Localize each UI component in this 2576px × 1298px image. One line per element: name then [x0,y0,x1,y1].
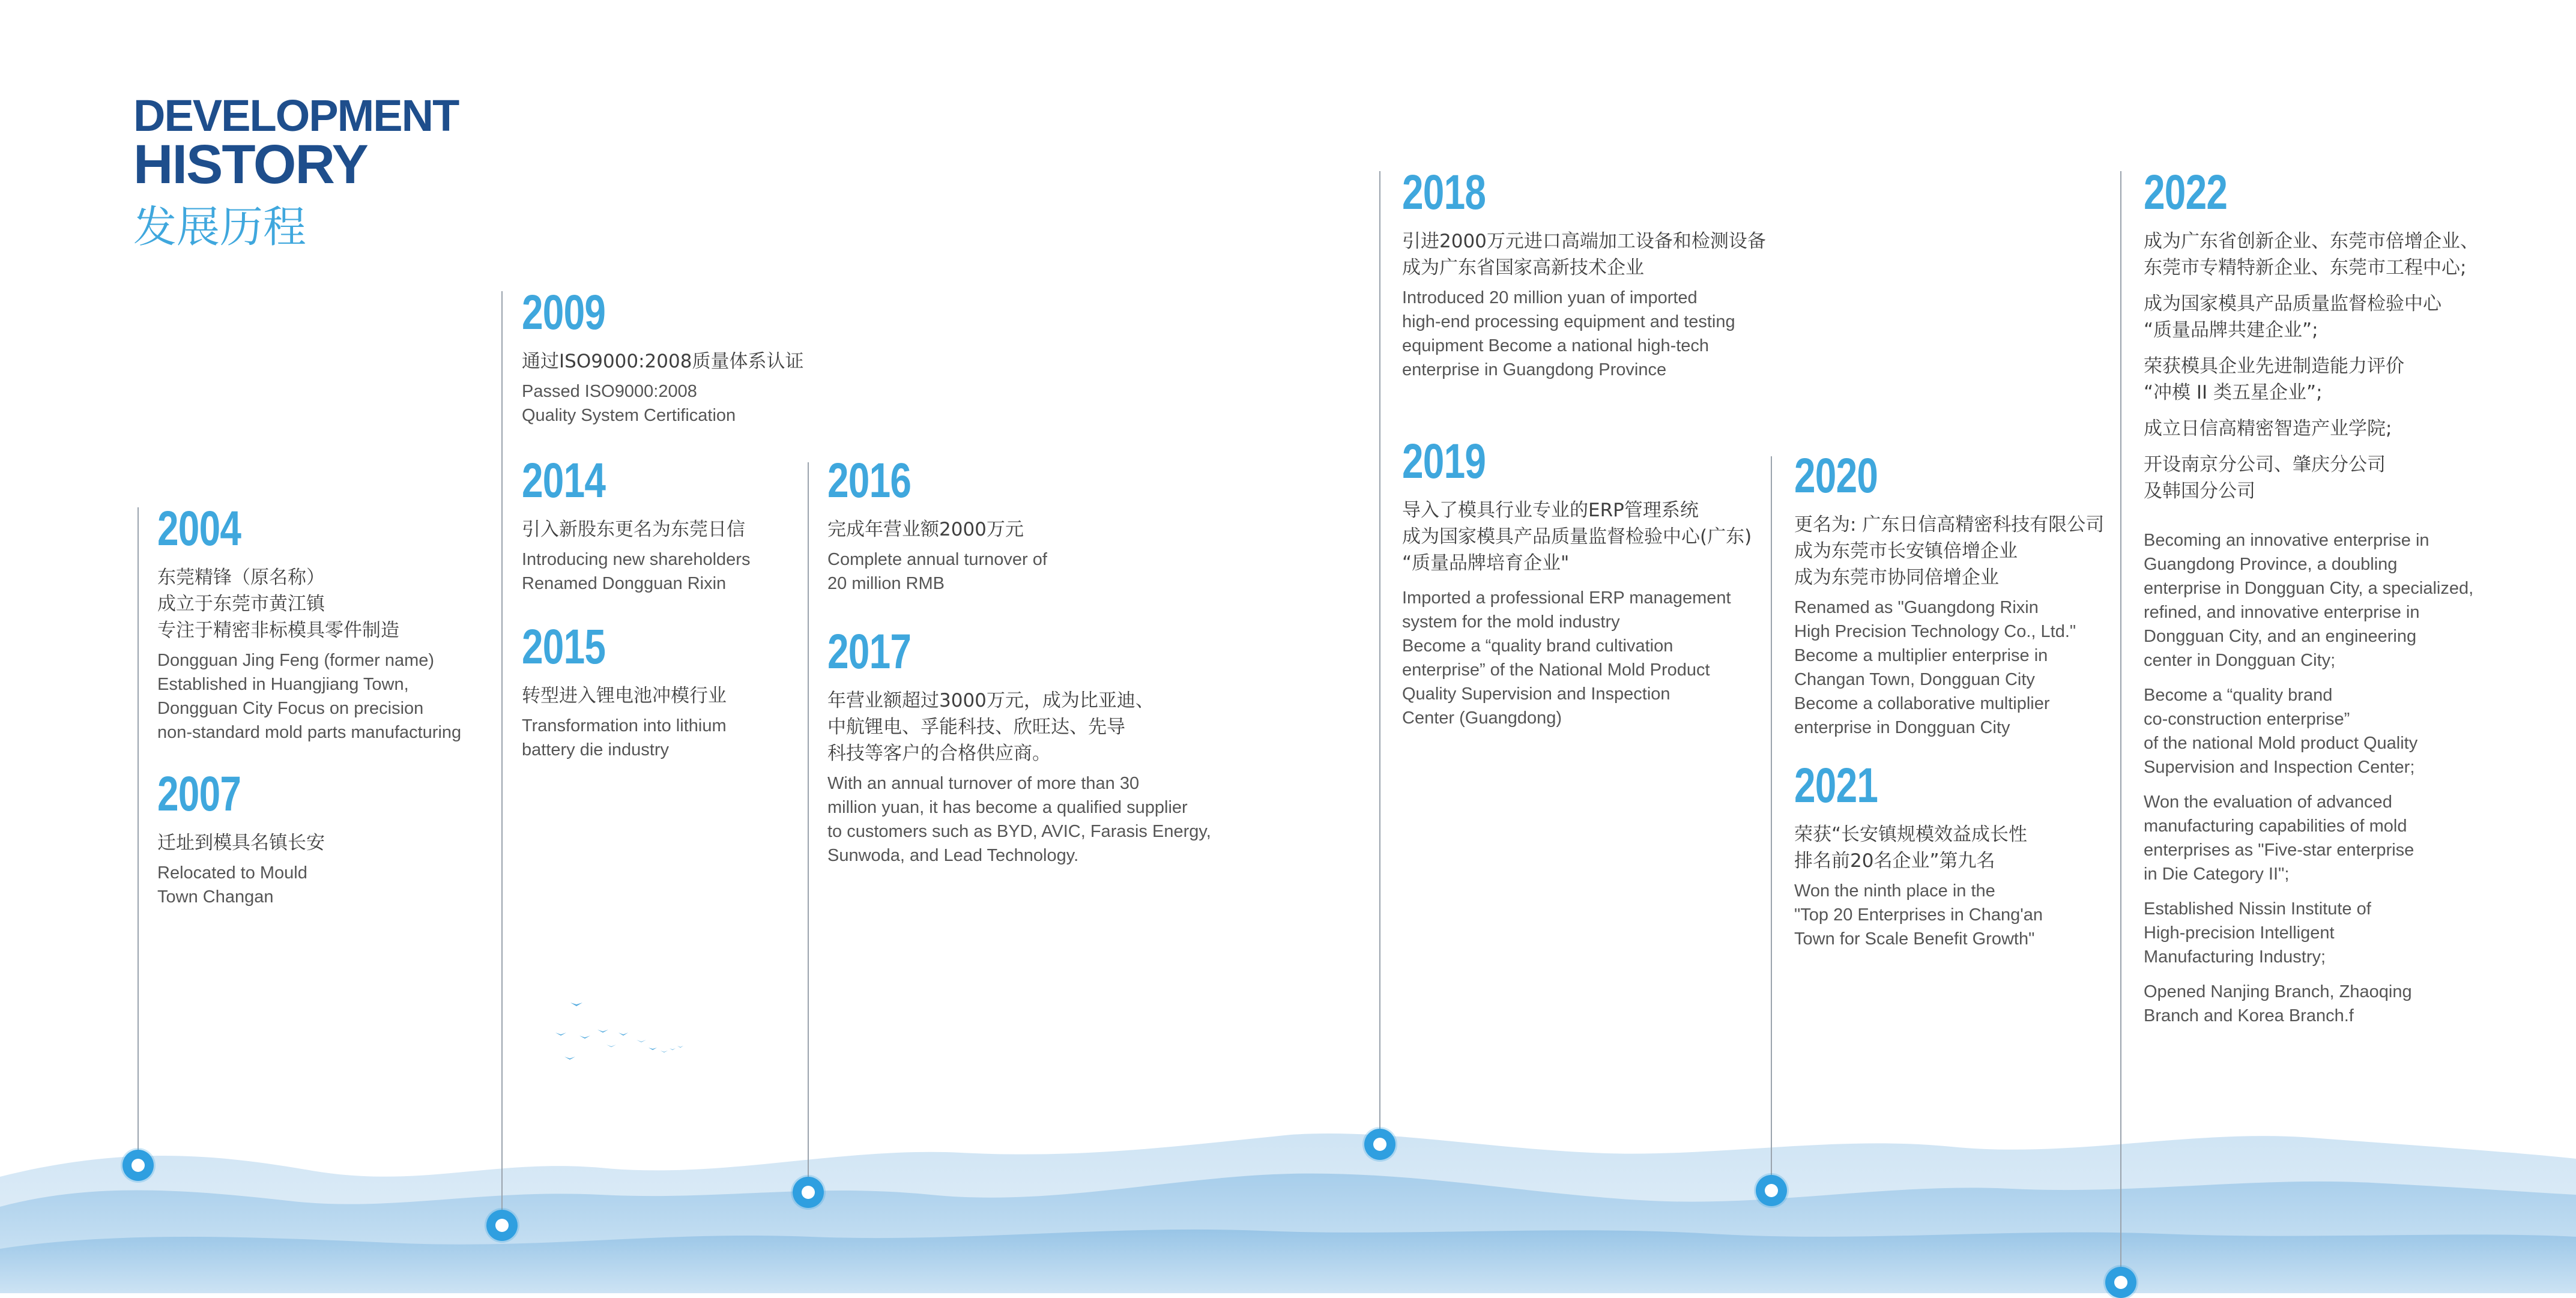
entry-text-cn: 更名为: 广东日信高精密科技有限公司 成为东莞市长安镇倍增企业 成为东莞市协同倍增企业 [1794,514,2105,588]
mountain-landscape [0,1111,2576,1293]
timeline-line-2018 [1379,171,1380,1144]
entry-text-en: Transformation into lithium battery die industry [522,716,727,759]
timeline-line-2004 [138,507,139,1165]
entry-item-en: Become a “quality brand co-construction enterprise” of the national Mold product Quality Supervision and Inspection Center; [2144,686,2418,777]
entry-item-cn: 成为国家模具产品质量监督检验中心 “质量品牌共建企业”; [2144,293,2441,341]
entry-text-en: Relocated to Mould Town Changan [157,863,307,907]
year-label: 2015 [522,620,606,674]
timeline-entry-2015 [522,620,798,762]
timeline-dot-2009 [486,1210,518,1241]
year-label: 2020 [1794,448,1878,503]
year-label: 2004 [157,501,241,556]
entry-text-cn: 完成年营业额2000万元 [827,519,1024,540]
entry-text-en: Renamed as "Guangdong Rixin High Precision Technology Co., Ltd." Become a multiplier enterprise in Changan Town, Dongguan City Become a collaborative multiplier enterprise in Dongguan City [1794,598,2076,737]
timeline-entry-2018 [1402,165,1786,382]
timeline-dot-2022 [2105,1267,2136,1298]
timeline-entry-2019 [1402,434,1774,730]
timeline-line-2009 [501,291,503,1225]
page-title-line1: DEVELOPMENT [133,91,459,140]
timeline-entry-2020 [1794,448,2118,740]
entry-text-en: With an annual turnover of more than 30 million yuan, it has become a qualified supplier to customers such as BYD, AVIC, Farasis Energy, Sunwoda, and Lead Technology. [827,774,1211,865]
timeline-dot-2004 [122,1150,154,1181]
entry-item-cn: 开设南京分公司、肇庆分公司 及韩国分公司 [2144,454,2386,502]
timeline-entry-2022 [2144,165,2564,1028]
entry-text-en: Dongguan Jing Feng (former name) Established in Huangjiang Town, Dongguan City Focus on precision non-standard mold parts manufacturing [157,651,462,742]
entry-text-cn: 引入新股东更名为东莞日信 [522,519,745,540]
entry-item-en: Opened Nanjing Branch, Zhaoqing Branch and Korea Branch.f [2144,982,2412,1025]
timeline-entry-2017 [827,624,1248,868]
entry-text-cn: 导入了模具行业专业的ERP管理系统 成为国家模具产品质量监督检验中心(广东) “质量品牌培育企业" [1402,500,1752,574]
entry-text-en en-block: Imported a professional ERP management system for the mold industry Become a “quality brand cultivation enterprise” of the National Mold Product Quality Supervision and Inspection Center (Guangdong) [1402,588,1731,728]
entry-item-cn: 荣获模具企业先进制造能力评价 “冲模 II 类五星企业”; [2144,355,2404,403]
entry-item-en: Established Nissin Institute of High-precision Intelligent Manufacturing Industry; [2144,899,2371,967]
timeline-entry-2004 [157,501,494,744]
entry-item-cn: 成立日信高精密智造产业学院; [2144,418,2392,439]
timeline-line-2022 [2120,171,2121,1282]
entry-text-en: Introduced 20 million yuan of imported high-end processing equipment and testing equipment Become a national high-tech enterprise in Guangdong Province [1402,288,1735,379]
entry-item-en: Becoming an innovative enterprise in Guangdong Province, a doubling enterprise in Dongguan City, a specialized, refined, and innovative enterprise in Dongguan City, and an engineering center in Dongguan City; [2144,531,2474,670]
year-label: 2019 [1402,434,1486,489]
entry-text-cn: 通过ISO9000:2008质量体系认证 [522,351,804,372]
year-label: 2022 [2144,165,2228,220]
entry-list-en [2144,528,2564,1028]
entry-item-en: Won the evaluation of advanced manufacturing capabilities of mold enterprises as "Five-star enterprise in Die Category II"; [2144,792,2414,884]
entry-text-cn: 荣获“长安镇规模效益成长性 排名前20名企业”第九名 [1794,824,2028,872]
timeline-line-2016 [808,462,809,1192]
timeline-entry-2016 [827,453,1212,596]
timeline-entry-2007 [157,767,494,909]
year-label: 2018 [1402,165,1486,220]
timeline-dot-2018 [1364,1129,1395,1160]
year-label: 2007 [157,767,241,821]
entry-text-cn: 引进2000万元进口高端加工设备和检测设备 成为广东省国家高新技术企业 [1402,231,1766,279]
timeline-entry-2021 [1794,758,2118,951]
entry-item-cn: 成为广东省创新企业、东莞市倍增企业、 东莞市专精特新企业、东莞市工程中心; [2144,231,2479,279]
year-label: 2017 [827,624,912,679]
entry-text-cn: 东莞精锋（原名称） 成立于东莞市黄江镇 专注于精密非标模具零件制造 [157,567,399,641]
entry-text-en: Complete annual turnover of 20 million RMB [827,550,1047,593]
timeline-dot-2020 [1756,1175,1787,1206]
page-title-line2: HISTORY [133,134,367,195]
year-label: 2009 [522,285,606,340]
entry-list-cn [2144,228,2564,504]
year-label: 2021 [1794,758,1878,813]
entry-text-en: Introducing new shareholders Renamed Dongguan Rixin [522,550,751,593]
timeline-entry-2014 [522,453,798,596]
year-label: 2014 [522,453,606,508]
entry-text-cn: 迁址到模具名镇长安 [157,832,325,854]
timeline-dot-2016 [793,1177,824,1208]
entry-text-cn: 年营业额超过3000万元，成为比亚迪、 中航锂电、孚能科技、欣旺达、先导 科技等客户的合格供应商。 [827,690,1154,764]
birds-illustration [546,991,715,1081]
entry-text-en: Won the ninth place in the "Top 20 Enterprises in Chang'an Town for Scale Benefit Growth" [1794,881,2043,949]
page-title-cn: 发展历程 [133,202,307,252]
year-label: 2016 [827,453,912,508]
timeline-entry-2009 [522,285,822,427]
entry-text-cn: 转型进入锂电池冲模行业 [522,685,727,707]
entry-text-en: Passed ISO9000:2008 Quality System Certification [522,382,736,425]
